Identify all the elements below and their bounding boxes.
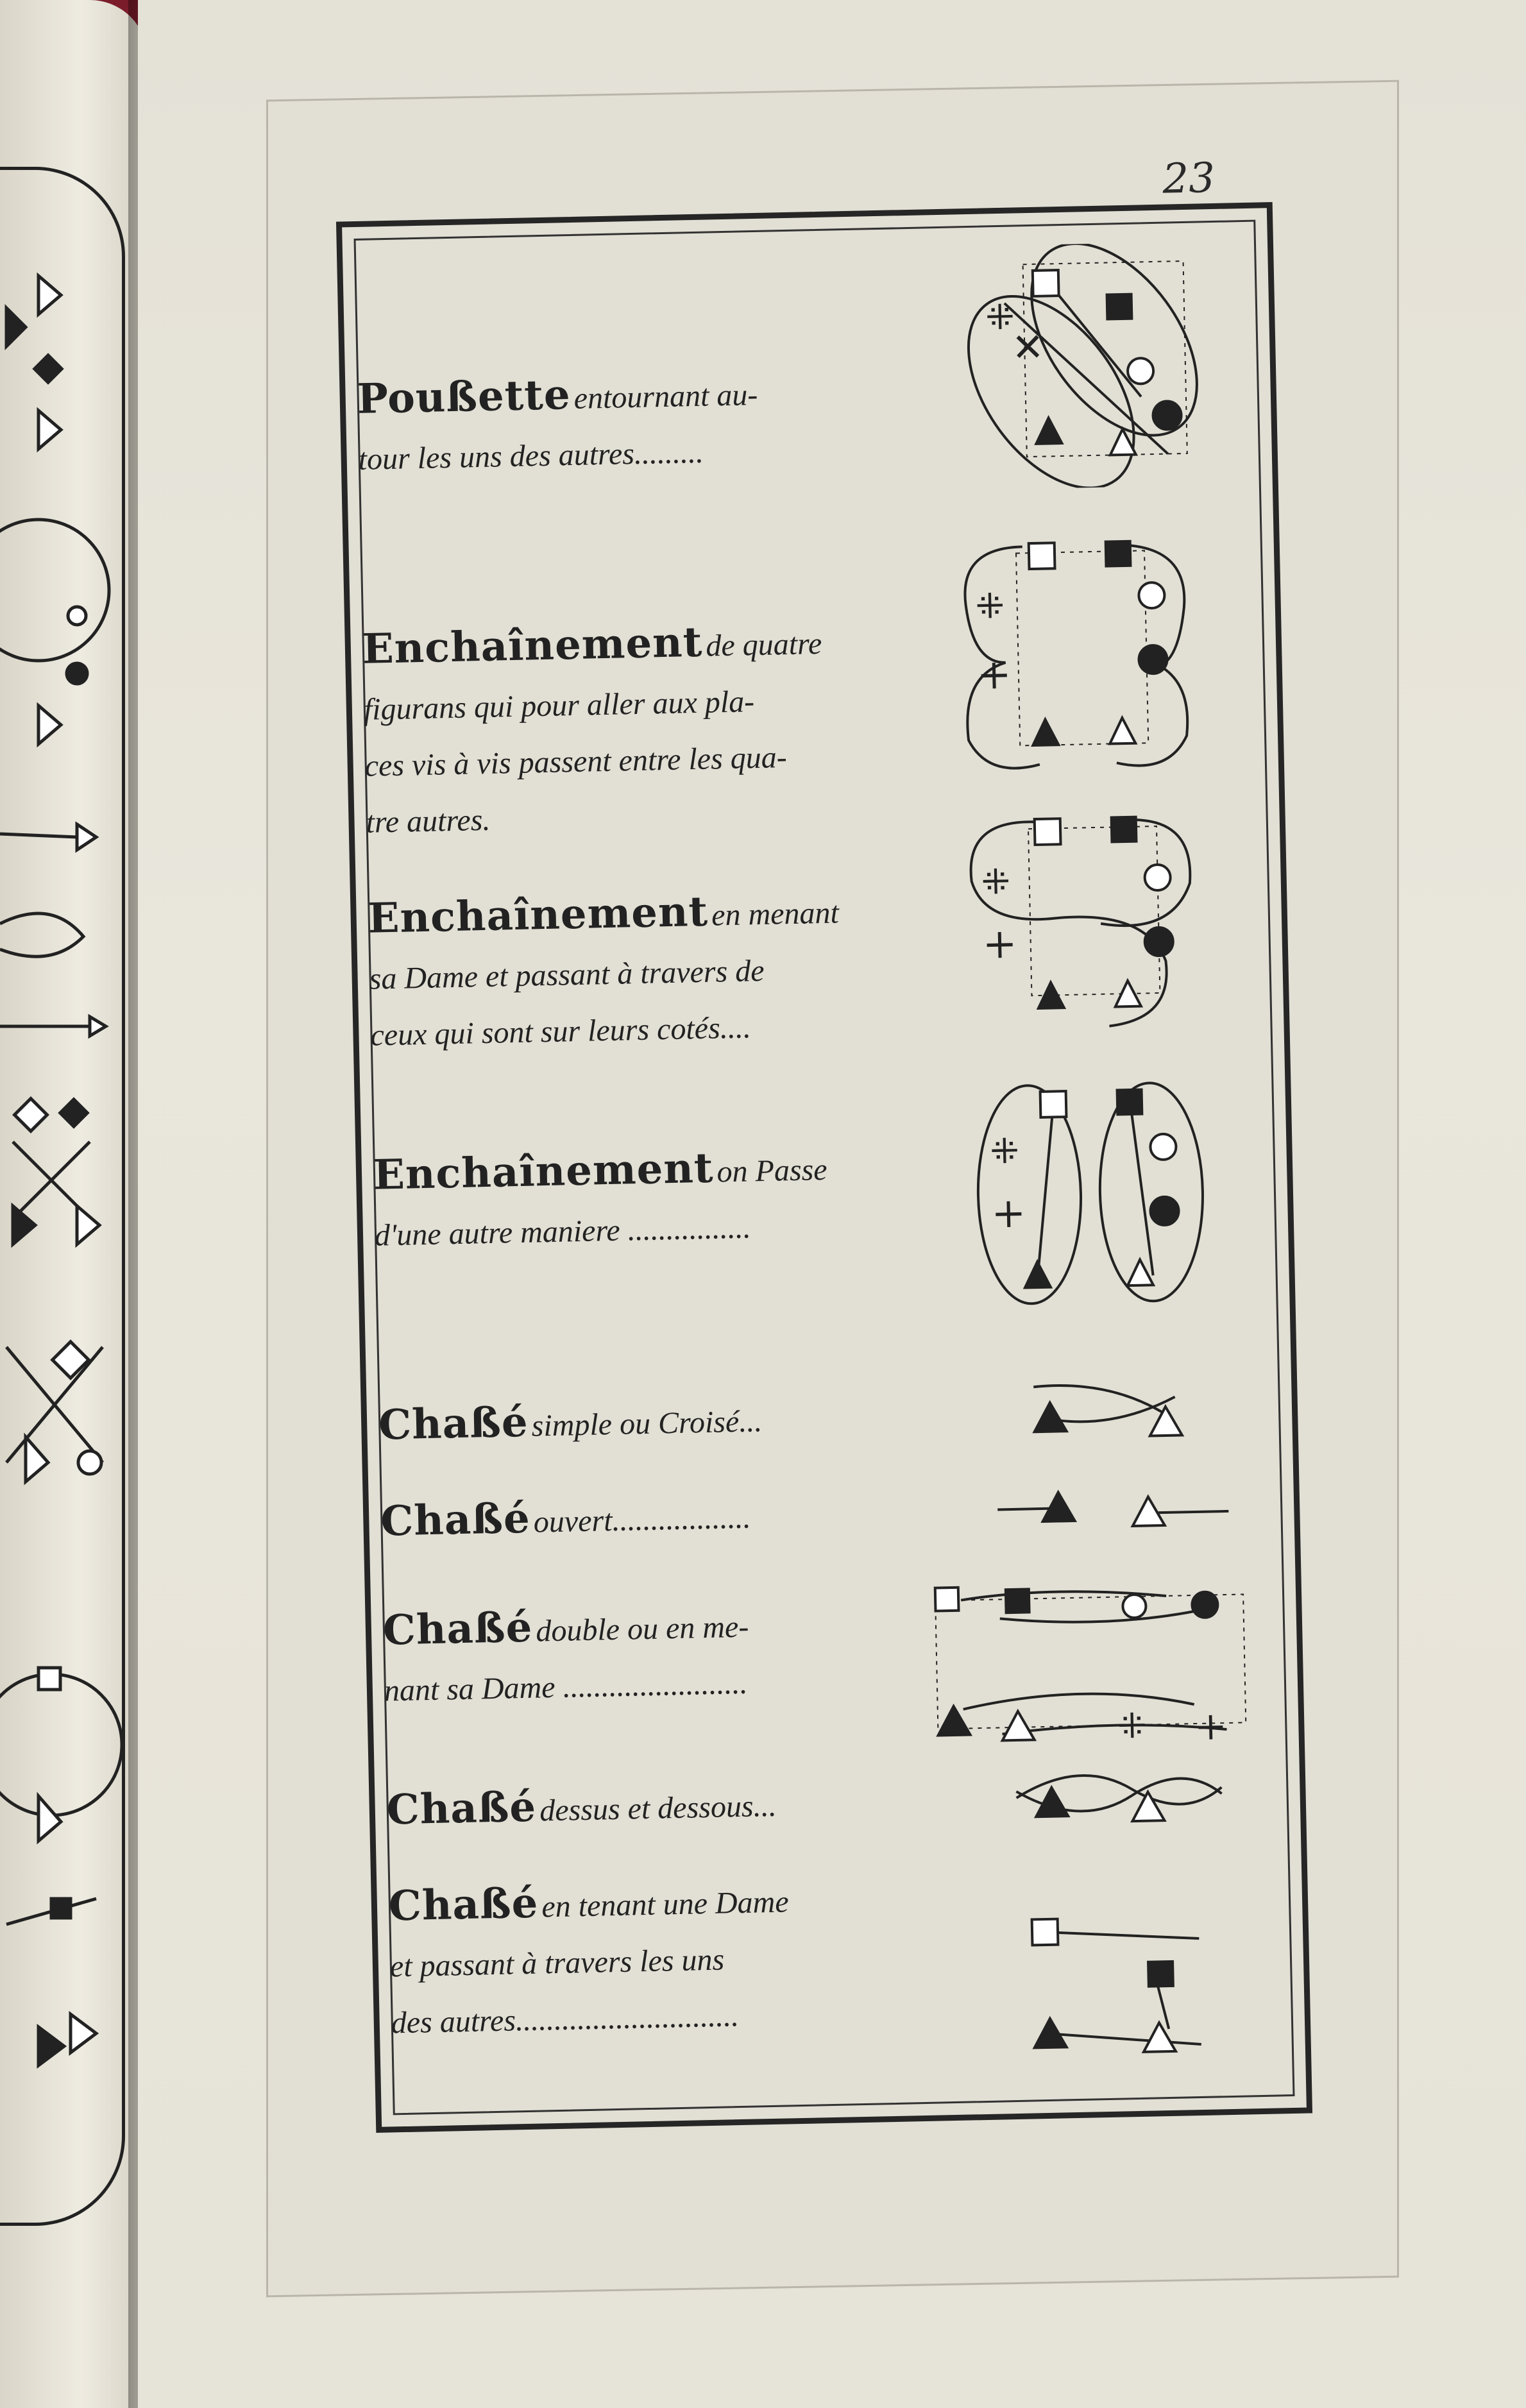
entry-chasse-tenant xyxy=(388,1870,937,2055)
entry-description: et passant à travers les uns xyxy=(389,1942,725,1984)
entry-description: d'une autre maniere ................ xyxy=(374,1210,752,1253)
engraved-frame xyxy=(336,154,1312,2133)
page-number: 23 xyxy=(1162,154,1216,203)
entry-description: des autres............................. xyxy=(391,1999,740,2040)
entry-description: dessus et dessous... xyxy=(539,1788,777,1828)
entry-label: Chaßé xyxy=(380,1494,531,1546)
entry-enchainement-1 xyxy=(362,613,911,854)
diagram-enchainement-2 xyxy=(951,793,1225,1042)
entry-description: ouvert.................. xyxy=(533,1500,751,1539)
diagram-poussette xyxy=(945,241,1220,491)
entry-label: Chaßé xyxy=(382,1603,533,1655)
entry-enchainement-3 xyxy=(373,1139,920,1268)
diagram-chasse-simple xyxy=(1007,1357,1214,1445)
entry-description: tre autres. xyxy=(366,802,491,840)
facing-page-diagrams xyxy=(0,257,122,2117)
svg-text:+: + xyxy=(1194,1704,1228,1750)
diagram-chasse-double xyxy=(922,1568,1259,1768)
entry-description: nant sa Dame ........................ xyxy=(384,1666,749,1708)
entry-description: ces vis à vis passent entre les qua- xyxy=(364,740,788,783)
entry-label: Chaßé xyxy=(386,1783,537,1835)
entry-description: ceux qui sont sur leurs cotés.... xyxy=(369,1010,752,1053)
entry-description: figurans qui pour aller aux pla- xyxy=(363,684,755,727)
entry-label: Enchaînement xyxy=(373,1144,715,1200)
entry-label: Enchaînement xyxy=(362,618,703,674)
svg-text:⁜: ⁜ xyxy=(975,585,1005,627)
svg-text:+: + xyxy=(982,920,1018,969)
entry-description: on Passe xyxy=(716,1152,828,1189)
entry-chasse-double xyxy=(382,1595,930,1723)
svg-text:⁜: ⁜ xyxy=(985,296,1015,338)
svg-text:⁜: ⁜ xyxy=(981,861,1011,903)
svg-text:+: + xyxy=(990,1189,1026,1238)
svg-text:⁜: ⁜ xyxy=(1117,1705,1148,1747)
entry-description: double ou en me- xyxy=(535,1609,749,1649)
entry-chasse-ouvert xyxy=(380,1486,927,1557)
entry-chasse-simple xyxy=(378,1389,924,1461)
entry-description: entournant au- xyxy=(573,377,758,416)
entry-poussette xyxy=(357,363,904,491)
facing-page xyxy=(0,0,148,2408)
diagram-chasse-tenant xyxy=(1006,1890,1228,2087)
svg-text:+: + xyxy=(976,650,1012,699)
entry-description: simple ou Croisé... xyxy=(531,1404,763,1443)
book-page xyxy=(138,0,1526,2408)
entry-description: en menant xyxy=(711,895,840,933)
diagram-chasse-dessus xyxy=(1003,1749,1235,1837)
entry-description: en tenant une Dame xyxy=(541,1885,790,1924)
entry-description: sa Dame et passant à travers de xyxy=(369,953,765,996)
entry-description: de quatre xyxy=(705,626,822,663)
diagram-enchainement-3 xyxy=(956,1062,1231,1325)
diagram-enchainement-1 xyxy=(945,517,1220,792)
diagram-chasse-ouvert xyxy=(984,1460,1242,1542)
entry-chasse-dessus xyxy=(386,1774,933,1846)
entry-enchainement-2 xyxy=(368,883,916,1067)
entry-description: tour les uns des autres......... xyxy=(358,435,704,477)
entry-label: Chaßé xyxy=(388,1879,539,1931)
entry-label: Enchaînement xyxy=(367,887,709,943)
svg-text:✕: ✕ xyxy=(1011,325,1045,371)
entry-label: Poußette xyxy=(356,371,572,423)
entry-label: Chaßé xyxy=(378,1398,529,1450)
svg-text:⁜: ⁜ xyxy=(989,1130,1020,1172)
